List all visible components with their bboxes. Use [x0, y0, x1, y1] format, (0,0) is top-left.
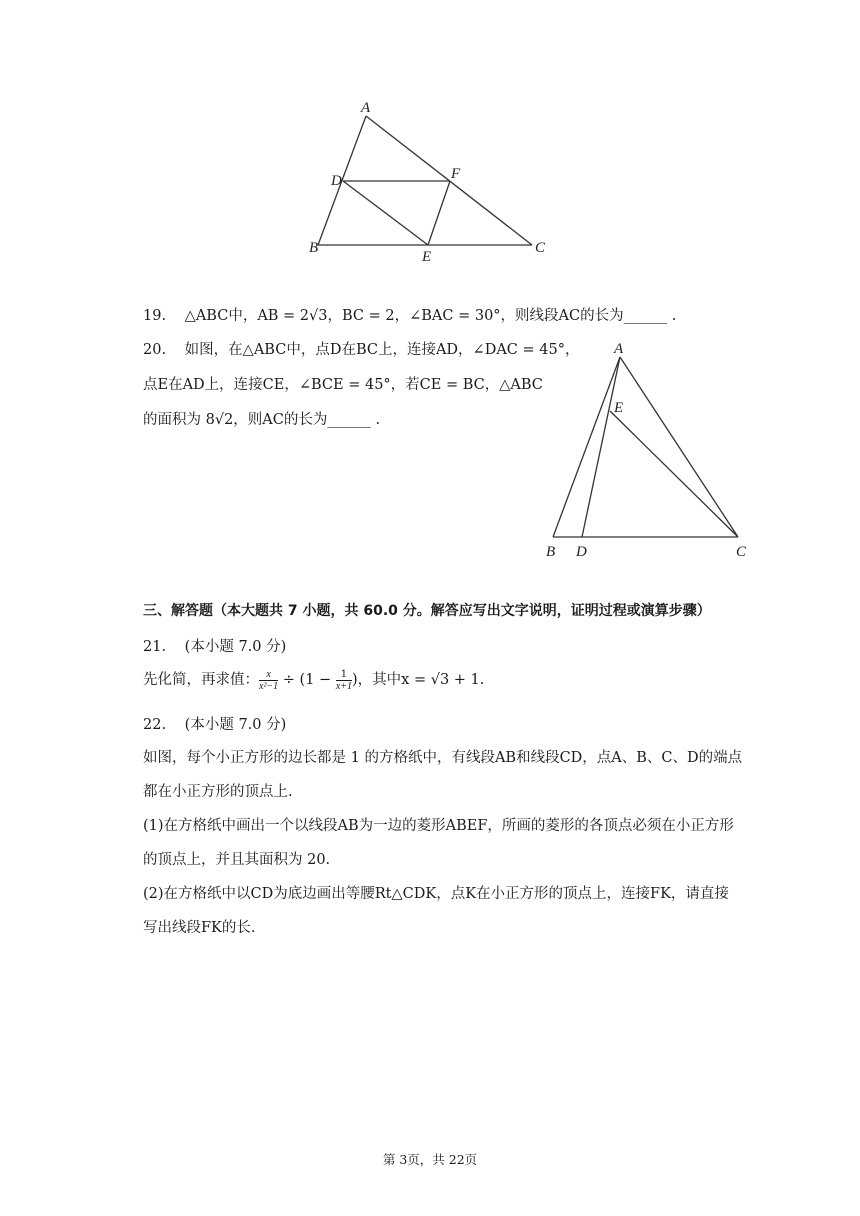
- fig2-label-c: C: [736, 544, 747, 560]
- question-21-body: [143, 668, 484, 692]
- label-e: E: [422, 249, 432, 265]
- fig2-label-e: E: [614, 400, 624, 416]
- question-21-prefix: 先化简，再求值：: [143, 672, 259, 688]
- fraction-2-numerator: 1: [336, 669, 352, 681]
- fig2-label-a: A: [614, 341, 624, 357]
- label-c: C: [535, 240, 546, 256]
- fig2-label-b: B: [546, 544, 556, 560]
- figure-triangle-abc-de: [540, 335, 760, 565]
- question-19-text: △ABC中，AB = 2√3，BC = 2，∠BAC = 30°，则线段AC的长为______ .: [184, 308, 677, 324]
- label-a: A: [361, 100, 371, 116]
- question-21-score: (本小题 7.0 分): [184, 639, 287, 655]
- question-21-header: [143, 635, 286, 656]
- question-20-text-1: 如图，在△ABC中，点D在BC上，连接AD，∠DAC = 45°，: [184, 342, 580, 358]
- label-f: F: [451, 166, 461, 182]
- fig2-label-d: D: [576, 544, 587, 560]
- question-21-suffix: )，其中x = √3 + 1.: [352, 672, 485, 688]
- fraction-1-denominator: x²−1: [259, 680, 279, 692]
- figure-triangle-abc-def: [300, 95, 560, 265]
- question-19-number: 19.: [143, 308, 167, 324]
- label-d: D: [331, 173, 342, 189]
- question-21-middle: ÷ (1 −: [282, 672, 336, 688]
- question-22-text-4: 的顶点上，并且其面积为 20.: [143, 852, 331, 868]
- question-22-score: (本小题 7.0 分): [184, 717, 287, 733]
- section-3-heading: 三、解答题（本大题共 7 小题，共 60.0 分。解答应写出文字说明，证明过程或演算步骤）: [143, 603, 711, 619]
- question-22-header: [143, 713, 286, 734]
- question-22-number: 22.: [143, 717, 167, 733]
- label-b: B: [309, 240, 319, 256]
- fraction-1-numerator: x: [259, 669, 278, 681]
- question-19: [143, 304, 676, 325]
- question-22-text-1: 如图，每个小正方形的边长都是 1 的方格纸中，有线段AB和线段CD，点A、B、C、D的端点: [143, 750, 743, 766]
- fraction-x-over-x2-1: [259, 669, 278, 692]
- question-20-text-2: 点E在AD上，连接CE，∠BCE = 45°，若CE = BC，△ABC: [143, 377, 543, 393]
- fraction-1-over-x1: [336, 669, 352, 692]
- question-21-number: 21.: [143, 639, 167, 655]
- question-22-text-3: (1)在方格纸中画出一个以线段AB为一边的菱形ABEF，所画的菱形的各顶点必须在小正方形: [143, 818, 734, 834]
- page-footer: 第 3页，共 22页: [382, 1152, 478, 1167]
- question-20-text-3: 的面积为 8√2，则AC的长为______ .: [143, 412, 381, 428]
- question-22-text-2: 都在小正方形的顶点上.: [143, 784, 293, 800]
- fraction-2-denominator: x+1: [335, 680, 352, 692]
- question-22-text-5: (2)在方格纸中以CD为底边画出等腰Rt△CDK，点K在小正方形的顶点上，连接FK，请直接: [143, 886, 729, 902]
- question-22-text-6: 写出线段FK的长.: [143, 920, 256, 936]
- question-20-number: 20.: [143, 342, 167, 358]
- question-20-line1: [143, 338, 579, 359]
